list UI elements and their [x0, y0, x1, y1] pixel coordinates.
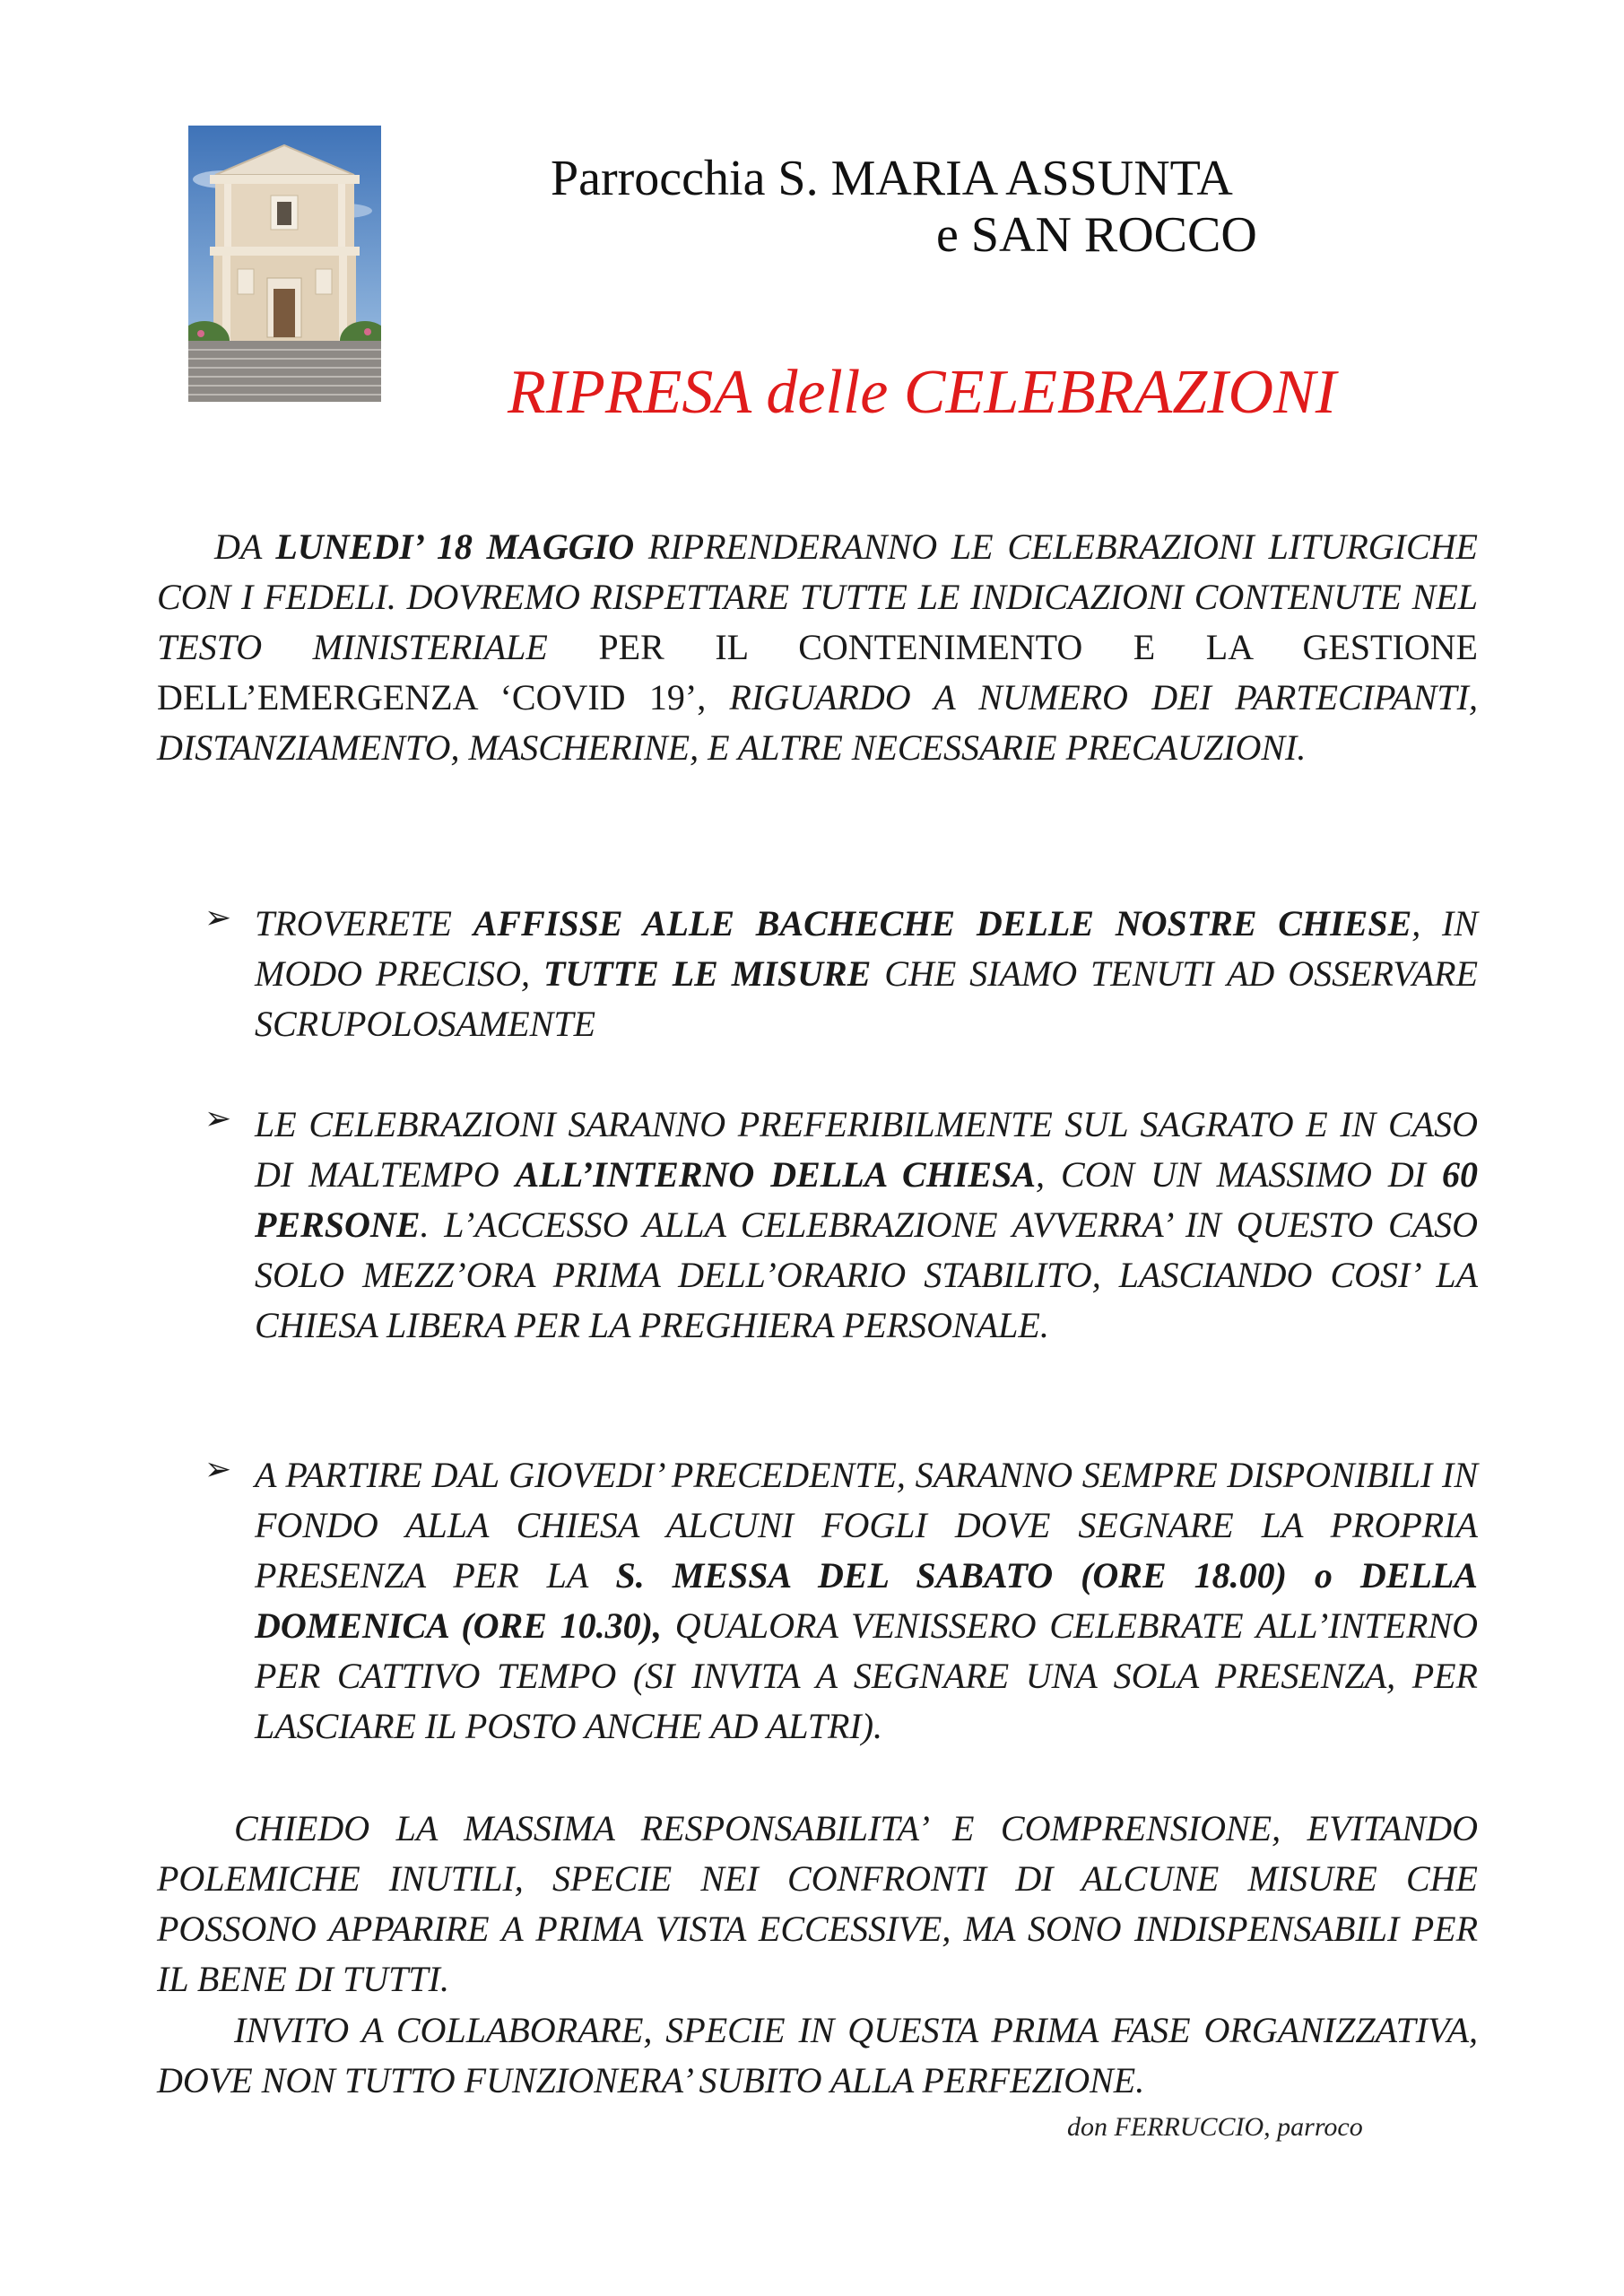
bullet-text	[255, 899, 1478, 1049]
document-title: RIPRESA delle CELEBRAZIONI	[508, 358, 1337, 427]
bullet-bold-part: 60 PERSONE	[255, 1154, 1478, 1245]
parish-name-line2: e SAN ROCCO	[936, 206, 1257, 263]
bullet-text-part: . L’ACCESSO ALLA CELEBRAZIONE AVVERRA’ IN QUESTO CASO SOLO MEZZ’ORA PRIMA DELL’ORARIO STABILITO, LASCIANDO COSI’ LA CHIESA LIBERA PER LA PREGHIERA PERSONALE.	[255, 1205, 1478, 1345]
bullet-text	[255, 1100, 1478, 1351]
arrow-bullet-icon: ➢	[204, 1100, 232, 1136]
bullet-text-part: TROVERETE	[255, 903, 473, 944]
bullet-text-part: QUALORA VENISSERO CELEBRATE ALL’INTERNO PER CATTIVO TEMPO (SI INVITA A SEGNARE UNA SOLA PRESENZA, PER LASCIARE IL POSTO ANCHE AD ALTRI).	[255, 1605, 1478, 1746]
bullet-bold-part: S. MESSA DEL SABATO (ORE 18.00) o DELLA DOMENICA (ORE 10.30),	[255, 1555, 1478, 1646]
bullet-text-part: A PARTIRE DAL GIOVEDI’ PRECEDENTE, SARANNO SEMPRE DISPONIBILI IN FONDO ALLA CHIESA ALCUNI FOGLI DOVE SEGNARE LA PROPRIA PRESENZA PER LA	[255, 1455, 1478, 1596]
intro-text: RIPRENDERANNO LE CELEBRAZIONI LITURGICHE CON I FEDELI. DOVREMO RISPETTARE TUTTE LE INDICAZIONI CONTENUTE NEL TESTO MINISTERIALE	[157, 526, 1478, 667]
bullet-text-part: CHE SIAMO TENUTI AD OSSERVARE SCRUPOLOSAMENTE	[255, 953, 1479, 1044]
intro-text: DA	[214, 526, 276, 567]
closing-paragraph-2: INVITO A COLLABORARE, SPECIE IN QUESTA PRIMA FASE ORGANIZZATIVA, DOVE NON TUTTO FUNZIONERA’ SUBITO ALLA PERFEZIONE.	[157, 2010, 1478, 2100]
signature: don FERRUCCIO, parroco	[1067, 2112, 1363, 2142]
bullet-bold-part: TUTTE LE MISURE	[543, 953, 872, 994]
intro-paragraph	[157, 522, 1478, 773]
closing-paragraph-1: CHIEDO LA MASSIMA RESPONSABILITA’ E COMPRENSIONE, EVITANDO POLEMICHE INUTILI, SPECIE NEI CONFRONTI DI ALCUNE MISURE CHE POSSONO APPARIRE A PRIMA VISTA ECCESSIVE, MA SONO INDISPENSABILI PER IL BENE DI TUTTI.	[157, 1808, 1478, 1999]
bullet-text	[255, 1450, 1478, 1752]
intro-date-bold: LUNEDI’ 18 MAGGIO	[275, 526, 635, 567]
bullet-text-part: , CON UN MASSIMO DI	[1036, 1154, 1442, 1195]
bullet-text-part: LE CELEBRAZIONI SARANNO PREFERIBILMENTE SUL SAGRATO E IN CASO DI MALTEMPO	[255, 1104, 1478, 1195]
arrow-bullet-icon: ➢	[204, 1451, 232, 1487]
intro-covid-text: PER IL CONTENIMENTO E LA GESTIONE DELL’EMERGENZA ‘COVID 19’,	[157, 627, 1478, 718]
parish-header	[538, 151, 1345, 263]
bullet-text-part: , IN MODO PRECISO,	[255, 903, 1479, 994]
bullet-bold-part: ALL’INTERNO DELLA CHIESA	[515, 1154, 1037, 1195]
intro-text: RIGUARDO A NUMERO DEI PARTECIPANTI, DISTANZIAMENTO, MASCHERINE, E ALTRE NECESSARIE PRECAUZIONI.	[157, 677, 1478, 768]
bullet-bold-part: AFFISSE ALLE BACHECHE DELLE NOSTRE CHIESE	[473, 903, 1412, 944]
parish-name-line1: Parrocchia S. MARIA ASSUNTA	[551, 151, 1233, 206]
church-photo	[188, 126, 381, 402]
arrow-bullet-icon: ➢	[204, 900, 232, 935]
